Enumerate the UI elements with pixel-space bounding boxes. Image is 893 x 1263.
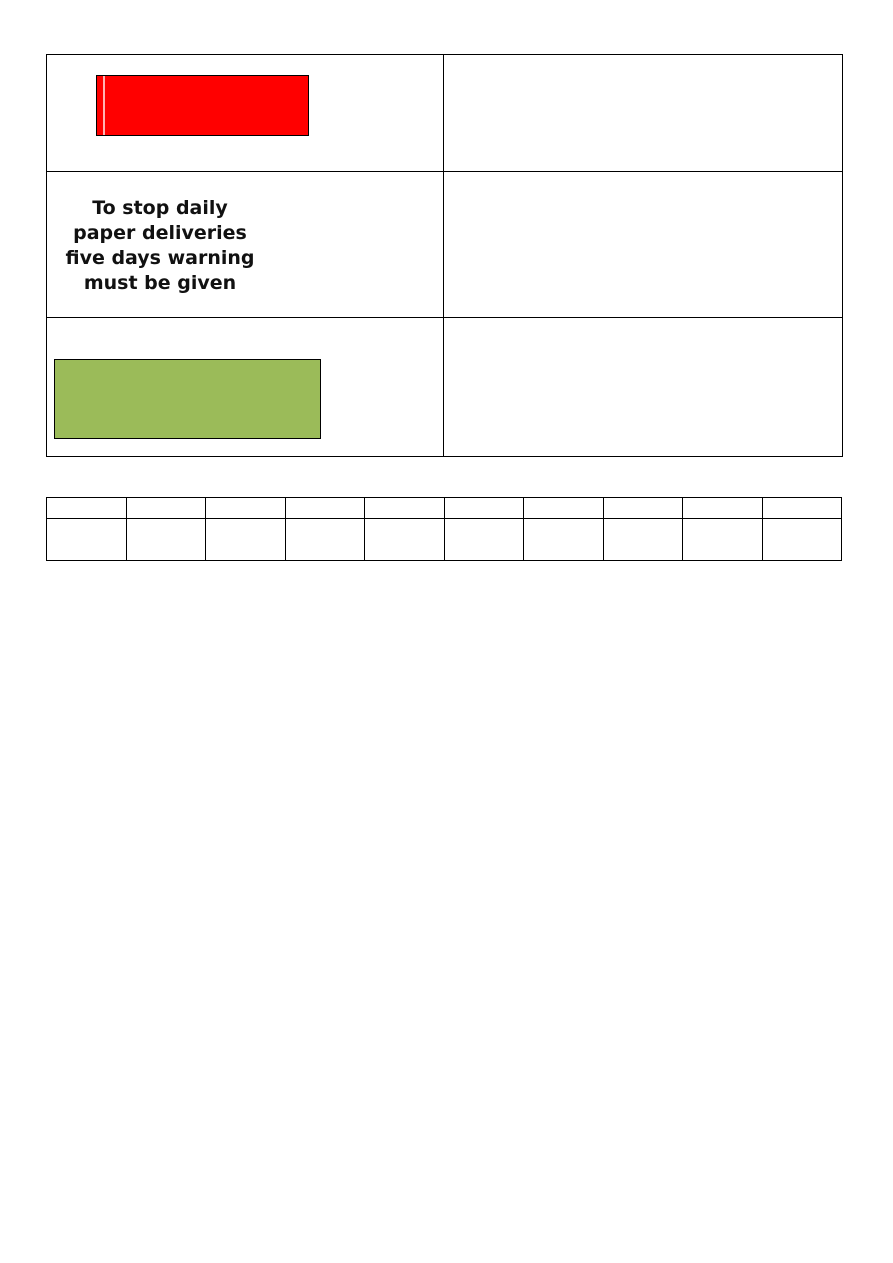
notice-line-1: To stop daily [92,197,228,219]
red-rectangle [96,75,309,136]
cell-empty-1 [444,55,843,172]
notice-line-3: five days warning [65,247,255,269]
grid-cell [524,498,604,519]
cell-green-box [47,318,444,457]
main-table-row-3 [47,318,843,457]
grid-body-row [47,519,842,561]
notice-line-2: paper deliveries [73,222,247,244]
grid-cell [683,498,763,519]
grid-cell [206,519,286,561]
grid-cell [206,498,286,519]
grid-cell [683,519,763,561]
cell-red-box [47,55,444,172]
grid-table [46,497,842,561]
grid-cell [126,519,206,561]
delivery-notice [57,196,263,296]
notice-line-4: must be given [83,272,237,294]
grid-cell [603,498,683,519]
grid-cell [47,498,127,519]
grid-cell [285,498,365,519]
red-rectangle-edge [103,76,105,135]
grid-cell [444,498,524,519]
cell-empty-3 [444,318,843,457]
green-rectangle [54,359,321,439]
grid-cell [603,519,683,561]
grid-cell [762,519,842,561]
grid-cell [762,498,842,519]
grid-header-row [47,498,842,519]
grid-cell [524,519,604,561]
grid-cell [365,519,445,561]
grid-cell [126,498,206,519]
grid-cell [365,498,445,519]
cell-sign [47,172,444,318]
main-table [46,54,843,457]
grid-cell [285,519,365,561]
grid-cell [444,519,524,561]
grid-cell [47,519,127,561]
cell-empty-2 [444,172,843,318]
main-table-row-2 [47,172,843,318]
main-table-row-1 [47,55,843,172]
